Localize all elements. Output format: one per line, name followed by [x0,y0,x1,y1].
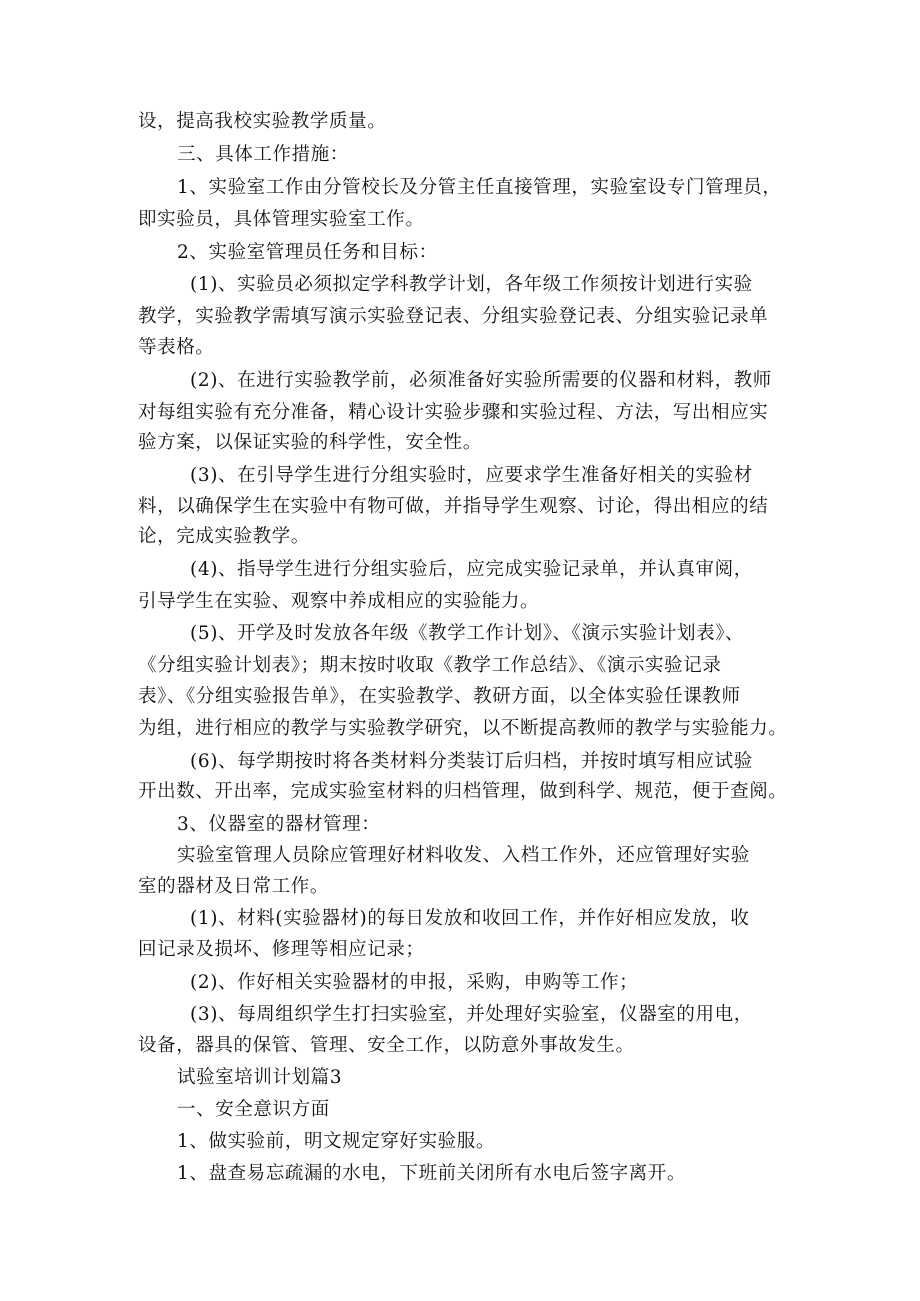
section-heading: 三、具体工作措施： [177,144,349,165]
text-line: 开出数、开出率，完成实验室材料的归档管理，做到科学、规范，便于查阅。 [138,781,788,802]
text-line: 引导学生在实验、观察中养成相应的实验能力。 [138,591,540,612]
text-line: (3)、在引导学生进行分组实验时，应要求学生准备好相关的实验材 [190,465,753,486]
text-line: (1)、材料(实验器材)的每日发放和收回工作，并作好相应发放，收 [190,908,750,929]
text-line: (4)、指导学生进行分组实验后，应完成实验记录单，并认真审阅， [190,559,753,580]
section-heading: 一、安全意识方面 [177,1099,330,1120]
text-line: 1、实验室工作由分管校长及分管主任直接管理，实验室设专门管理员， [177,177,782,198]
text-line: 《分组实验计划表》；期末按时收取《教学工作总结》、《演示实验记录 [138,655,722,676]
text-line: 对每组实验有充分准备，精心设计实验步骤和实验过程、方法，写出相应实 [138,402,769,423]
text-line: (3)、每周组织学生打扫实验室，并处理好实验室，仪器室的用电， [190,1004,753,1025]
text-line: (2)、在进行实验教学前，必须准备好实验所需要的仪器和材料，教师 [190,370,772,391]
text-line: 教学，实验教学需填写演示实验登记表、分组实验登记表、分组实验记录单 [138,306,769,327]
text-line: 论，完成实验教学。 [138,526,310,547]
text-line: 回记录及损坏、修理等相应记录； [138,939,425,960]
text-line: 设，提高我校实验教学质量。 [138,111,387,132]
text-line: 验方案，以保证实验的科学性，安全性。 [138,432,482,453]
text-line: 2、实验室管理员任务和目标： [177,242,438,263]
text-line: 为组，进行相应的教学与实验教学研究，以不断提高教师的教学与实验能力。 [138,718,788,739]
text-line: 设备，器具的保管、管理、安全工作，以防意外事故发生。 [138,1035,635,1056]
text-line: 即实验员，具体管理实验室工作。 [138,209,425,230]
text-line: 表》、《分组实验报告单》，在实验教学、教研方面，以全体实验任课教师 [138,686,741,707]
text-line: 料，以确保学生在实验中有物可做，并指导学生观察、讨论，得出相应的结 [138,496,769,517]
text-line: 等表格。 [138,337,215,358]
text-line: 实验室管理人员除应管理好材料收发、入档工作外，还应管理好实验 [177,845,751,866]
text-line: (1)、实验员必须拟定学科教学计划，各年级工作须按计划进行实验 [190,274,753,295]
text-line: 室的器材及日常工作。 [138,876,330,897]
text-line: (2)、作好相关实验器材的申报，采购，申购等工作； [190,972,639,993]
text-line: 1、盘查易忘疏漏的水电，下班前关闭所有水电后签字离开。 [177,1163,686,1184]
text-line: 1、做实验前，明文规定穿好实验服。 [177,1131,495,1152]
text-line: (5)、开学及时发放各年级《教学工作计划》、《演示实验计划表》、 [190,623,745,644]
section-title: 试验室培训计划篇3 [177,1067,343,1088]
text-line: (6)、每学期按时将各类材料分类装订后归档，并按时填写相应试验 [190,751,753,772]
text-line: 3、仪器室的器材管理： [177,814,381,835]
